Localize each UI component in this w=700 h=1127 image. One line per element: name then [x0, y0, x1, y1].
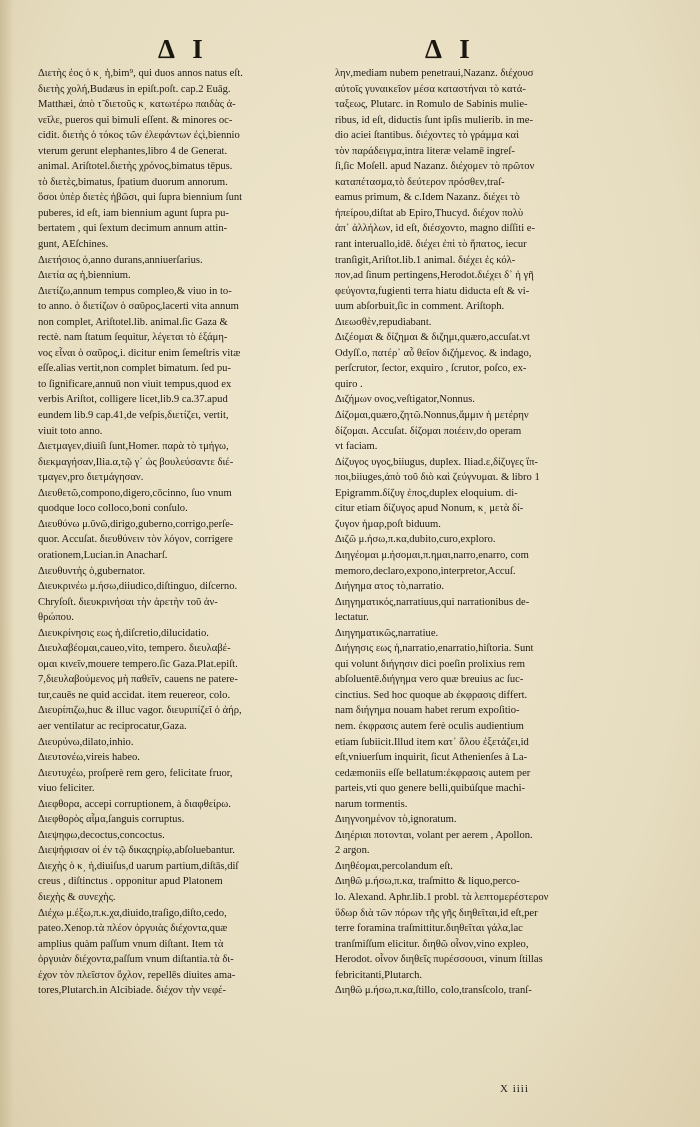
- text-line: lo. Alexand. Aphr.lib.1 probl. τὰ λεπτομερέστερον: [335, 891, 549, 903]
- text-line: Διετήσιος ὁ,anno durans,anniuerſarius.: [38, 254, 203, 266]
- text-line: ἠπείρου,diſtat ab Epiro,Thucyd. διέχον πολὺ: [335, 207, 524, 219]
- text-line: Διευκρινέω μ.ήσω,diiudico,diſtinguo, diſcerno.: [38, 581, 238, 593]
- text-line: Διευκρίνησις εως ἡ,diſcretio,dilucidatio.: [38, 627, 209, 639]
- text-line: amplius quàm paſſum vnum diſtant. Item τὰ: [38, 938, 224, 950]
- text-line: abſoluentē.διήγημα vero quæ breuius ac ſuc-: [335, 674, 524, 686]
- right-column: [335, 66, 613, 999]
- text-line: pateo.Xenop.τὰ πλέον ὀργυιὰς διέχοντα,quæ: [38, 923, 228, 935]
- text-line: διετὴς χολή,Budæus in epiſt.poſt. cap.2 Euāg.: [38, 83, 231, 95]
- text-line: Διευθετῶ,compono,digero,cōcinno, ſuo vnum: [38, 487, 232, 499]
- text-line: quodque loco colloco,boni conſulo.: [38, 503, 188, 515]
- text-line: Διευλαβέομαι,caueo,vito, tempero. διευλαβέ-: [38, 643, 231, 655]
- text-line: febricitanti,Plutarch.: [335, 969, 423, 981]
- text-line: nem. ἐκφρασις autem ferè oculis audientium: [335, 720, 524, 732]
- text-line: etiam ſubiicit.Illud item κατ᾽ ὅλου ἐξετάζει,id: [335, 736, 529, 748]
- text-line: θρώπου.: [38, 612, 74, 624]
- text-line: 2 argon.: [335, 845, 370, 857]
- text-line: Διηθῶ μ.ήσω,π.κα, traſmitto & liquo,perco-: [335, 876, 520, 888]
- text-line: Διηγνοημένον τὸ,ignoratum.: [335, 814, 457, 826]
- text-line: Διεφθορα, accepi corruptionem, à διαφθείρω.: [38, 798, 231, 810]
- text-line: διεκμαγήσαν,Ilia.α,τῷ γ᾽ ὡς βουλεύσαντε διέ-: [38, 456, 234, 468]
- text-line: Διευρίπιζω,huc & illuc vagor. διευριπίζεῖ ὁ ἀήρ,: [38, 705, 242, 717]
- text-line: Διζέομαι & δίζημαι & διζημι,quæro,accuſat.vt: [335, 332, 530, 344]
- text-line: φεύγοντα,fugienti terra hiatu diducta eſt & vi-: [335, 285, 530, 297]
- text-line: quiro .: [335, 378, 363, 390]
- text-line: δίζομαι. Accuſat. δίζομαι ποιέειν,do operam: [335, 425, 522, 437]
- text-line: ὕδωρ διὰ τῶν πόρων τῆς γῆς διηθεῖται,id eſt,per: [335, 907, 538, 919]
- text-line: puberes, id eſt, iam biennium agunt ſupra pu-: [38, 207, 229, 219]
- text-line: cidit. διετὴς ὁ τόκος τῶν ἐλεφάντων ἐϛὶ,biennio: [38, 130, 240, 142]
- text-line: tranſigit,Ariſtot.lib.1 animal. διέχει ἐς κόλ-: [335, 254, 516, 266]
- running-head-right: Δ Ι: [425, 34, 476, 64]
- text-line: Διζήμων ονος,veſtigator,Nonnus.: [335, 394, 475, 406]
- text-line: ὀργυιὰν διέχοντα,paſſum vnum diſtantia.τὰ δι-: [38, 954, 234, 966]
- text-line: viuo feliciter.: [38, 783, 95, 795]
- text-line: tur,cauēs ne quid accidat. item reuereor, colo.: [38, 689, 231, 701]
- text-line: ſi,ſic Moſell. apud Nazanz. διέχομεν τὸ πρῶτον: [335, 161, 535, 173]
- text-line: to ſignificare,annuū non viuit tempus,quod ex: [38, 378, 232, 390]
- text-line: narum tormentis.: [335, 798, 408, 810]
- text-line: Διεχὴς ὁ κ͵ ἡ,diuiſus,d uarum partium,diſtās,diſ: [38, 860, 239, 872]
- text-line: memoro,declaro,expono,interpretor,Accuſ.: [335, 565, 516, 577]
- text-line: Odyſſ.ο, πατέρ᾽ αὖ θεῖον διζήμενος. & indago,: [335, 347, 532, 359]
- text-line: rectè. nam ſtatum ſequitur, λέγεται τὸ ἑξάμη-: [38, 332, 228, 344]
- text-line: Διευτονέω,vireis habeo.: [38, 752, 140, 764]
- text-line: Διηγηματικός,narratiuus,qui narrationibus de-: [335, 596, 530, 608]
- text-line: Διευθυντὴς ὁ,gubernator.: [38, 565, 146, 577]
- text-line: Δίζομαι,quæro,ζητῶ.Nonnus,ἄμμιν ἡ μετέρην: [335, 410, 529, 422]
- text-line: animal. Ariſtotel.διετὴς χρόνος,bimatus tēpus.: [38, 161, 233, 173]
- text-line: citur etiam δίζυγος apud Nonum, κ͵ μετὰ δί-: [335, 503, 524, 515]
- text-line: verbis Ariſtot, colligere licet,lib.9 ca.37.apud: [38, 394, 228, 406]
- text-line: lectatur.: [335, 612, 369, 624]
- text-line: nam διήγημα nouam habet rerum expoſitio-: [335, 705, 520, 717]
- text-line: qui volunt διήγησιν dici poeſin prolixius rem: [335, 658, 525, 670]
- text-line: Διετμαγεν,diuiſi ſunt,Homer. παρὰ τὸ τμήγω,: [38, 441, 229, 453]
- text-line: νος εἶναι ὁ σαῦρος,i. dicitur enim ſemeſtris vitæ: [38, 347, 241, 359]
- text-line: Διήγημα ατος τὸ,narratio.: [335, 581, 445, 593]
- text-line: eſſe.alias vertit,non complet bimatum. ſed pu-: [38, 363, 231, 375]
- left-column: [38, 66, 316, 999]
- text-line: cedæmoniis eſſe bellatum:ἐκφρασις autem per: [335, 767, 531, 779]
- text-line: ἀπ᾽ ἀλλήλων, id eſt, διέσχοντο, magno diſſiti e-: [335, 223, 536, 235]
- text-line: dio aciei ſtantibus. διέχοντες τὸ γράμμα καὶ: [335, 130, 519, 142]
- text-line: αὐτοῖς γυναικεῖον μέσα καταστήναι τὸ κατά-: [335, 83, 526, 95]
- text-line: 7,διευλαβούμενος μὴ παθεῖν, cauens ne patere-: [38, 674, 238, 686]
- text-line: Διευρύνω,dilato,inhio.: [38, 736, 134, 748]
- text-line: Διετία ας ἡ,biennium.: [38, 270, 131, 282]
- text-line: έχον τὸν πλεῖστον ὄχλον, repellēs diuites ama-: [38, 969, 236, 981]
- running-head-left: Δ Ι: [158, 34, 209, 64]
- text-line: Διεφθορὸς αἷμα,ſanguis corruptus.: [38, 814, 185, 826]
- text-line: Διετίζω,annum tempus compleo,& viuo in to-: [38, 285, 232, 297]
- text-line: Διηγηματικῶς,narratiue.: [335, 627, 439, 639]
- text-line: orationem,Lucian.in Anacharſ.: [38, 549, 168, 561]
- text-line: διεχὴς & συνεχὴς.: [38, 891, 116, 903]
- text-line: ζυγον ἡμαρ,poſt biduum.: [335, 518, 441, 530]
- text-line: τὸ διετὲς,bimatus, ſpatium duorum annorum.: [38, 176, 228, 188]
- text-line: gunt, AEſchines.: [38, 239, 109, 251]
- text-line: Διζῶ μ.ήσω,π.κα,dubito,curo,exploro.: [335, 534, 496, 546]
- text-line: Epigramm.δίζυγ ἐπος,duplex eloquium. di-: [335, 487, 518, 499]
- text-line: Διεψηφω,decoctus,concoctus.: [38, 829, 165, 841]
- text-line: Chryſoſt. διευκρινήσαι τὴν ἀρετὴν τοῦ ἀν-: [38, 596, 218, 608]
- text-line: Διέχω μ.έξω,π.κ.χα,diuido,traſigo,diſto,cedo,: [38, 907, 227, 919]
- text-line: bertatem , qui ſextum decimum annum attin-: [38, 223, 228, 235]
- text-line: aer ventilatur ac reciprocatur,Gaza.: [38, 720, 187, 732]
- text-line: perſcrutor, ſector, exquiro , ſcrutor, poſco, ex-: [335, 363, 527, 375]
- signature-mark: X iiii: [500, 1083, 529, 1095]
- text-line: Διηέριαι ποτονται, volant per aerem , Apollon.: [335, 829, 533, 841]
- text-line: Διηθέομαι,percolandum eſt.: [335, 860, 453, 872]
- text-line: Διεψήφισαν οἱ ἐν τῷ δικαςηρίῳ,abſoluebantur.: [38, 845, 235, 857]
- text-line: λην,mediam nubem penetraui,Nazanz. διέχουσ: [335, 68, 534, 79]
- text-line: Δίζυγος υγος,biiugus, duplex. Iliad.ε,δίζυγες ἵπ-: [335, 456, 538, 468]
- text-line: Matthæi, ἀπὸ τ̃ διετοῦς κ͵ κατωτέρω παιδὰς ἀ-: [38, 99, 236, 111]
- text-line: πον,ad ſinum pertingens,Herodot.διέχει δ᾽ ἡ γῆ: [335, 270, 534, 282]
- text-line: Διηγέομαι μ.ήσομαι,π.ημαι,narro,enarro, com: [335, 549, 529, 561]
- text-line: νεῖλε, pueros qui bimuli eſſent. & minores oc-: [38, 114, 233, 126]
- text-line: eſt,vniuerſum inquirit, ſicut Athenienſes à La-: [335, 752, 528, 764]
- text-line: ribus, id eſt, diductis ſunt ipſis mulierib. in me-: [335, 114, 534, 126]
- text-line: καταπέτασμα,τὸ δεύτερον πρόσθεν,traſ-: [335, 176, 505, 188]
- text-line: Herodot. οἶνον διηθεῖς πυρέσσουσι, vinum ſtillas: [335, 954, 543, 966]
- text-line: uum abſorbuit,ſic in comment. Ariſtoph.: [335, 301, 505, 313]
- binding-shadow: [0, 0, 14, 1127]
- text-line: τὸν παράδειγμα,intra literæ velamē ingreſ-: [335, 145, 515, 157]
- text-line: non complet, Ariſtotel.lib. animal.ſic Gaza &: [38, 316, 228, 328]
- text-line: rant interuallo,idē. διέχει ἐπὶ τὸ ἥπατος, iecur: [335, 239, 527, 251]
- text-line: Διευθύνω μ.ῦνῶ,dirigo,guberno,corrigo,perſe-: [38, 518, 234, 530]
- text-line: viuit toto anno.: [38, 425, 103, 437]
- text-line: creus , diſtinctus . opponitur apud Platonem: [38, 876, 223, 888]
- text-line: Διηθῶ μ.ήσω,π.κα,ſtillo, colo,transſcolo, tranſ-: [335, 985, 532, 997]
- text-line: vterum gerunt elephantes,libro 4 de Generat.: [38, 145, 228, 157]
- text-line: ταξεως, Plutarc. in Romulo de Sabinis mulie-: [335, 99, 528, 111]
- text-line: Διευτυχέω, proſperè rem gero, felicitate fruor,: [38, 767, 233, 779]
- text-line: τμαγεν,pro διετμάγησαν.: [38, 472, 144, 484]
- text-line: ομαι κινεῖν,mouere tempero.ſic Gaza.Plat.epiſt.: [38, 658, 238, 670]
- text-line: tranſmiſſum elicitur. διηθῶ οἶνον,vino expleo,: [335, 938, 529, 950]
- text-line: tores,Plutarch.in Alcibiade. διέχον τὴν νεφέ-: [38, 985, 227, 997]
- text-line: Διήγησις εως ἡ,narratio,enarratio,hiſtoria. Sunt: [335, 643, 534, 655]
- text-line: Διεωσθὲν,repudiabant.: [335, 316, 432, 328]
- text-line: ὅσοι ὑπὲρ διετὲς ἡβῶσι, qui ſupra biennium ſunt: [38, 192, 243, 204]
- text-line: terre foramina traſmittitur.διηθεῖται γάλα,lac: [335, 923, 523, 935]
- text-line: parteis,vti quo genere belli,quibúſque machi-: [335, 783, 526, 795]
- text-line: ποι,biiuges,ἀπὸ τοῦ διὸ καὶ ζεύγνυμαι. & libro 1: [335, 472, 540, 484]
- text-line: cinctius. Sed hoc quoque ab ἐκφρασις differt.: [335, 689, 528, 701]
- text-line: quor. Accuſat. διευθύνειν τὸν λόγον, corrigere: [38, 534, 233, 546]
- text-line: eamus primum, & c.Idem Nazanz. διέχει τὸ: [335, 192, 520, 204]
- text-line: to anno. ὁ διετίζων ὁ σαῦρος,lacerti vita annum: [38, 301, 239, 313]
- text-line: Διετὴς ἐος ὁ κ͵ ἡ,bim⁹, qui duos annos natus eſt.: [38, 68, 243, 79]
- text-line: vt faciam.: [335, 441, 378, 453]
- text-line: eundem lib.9 cap.41,de veſpis,διετίζει, vertit,: [38, 410, 229, 422]
